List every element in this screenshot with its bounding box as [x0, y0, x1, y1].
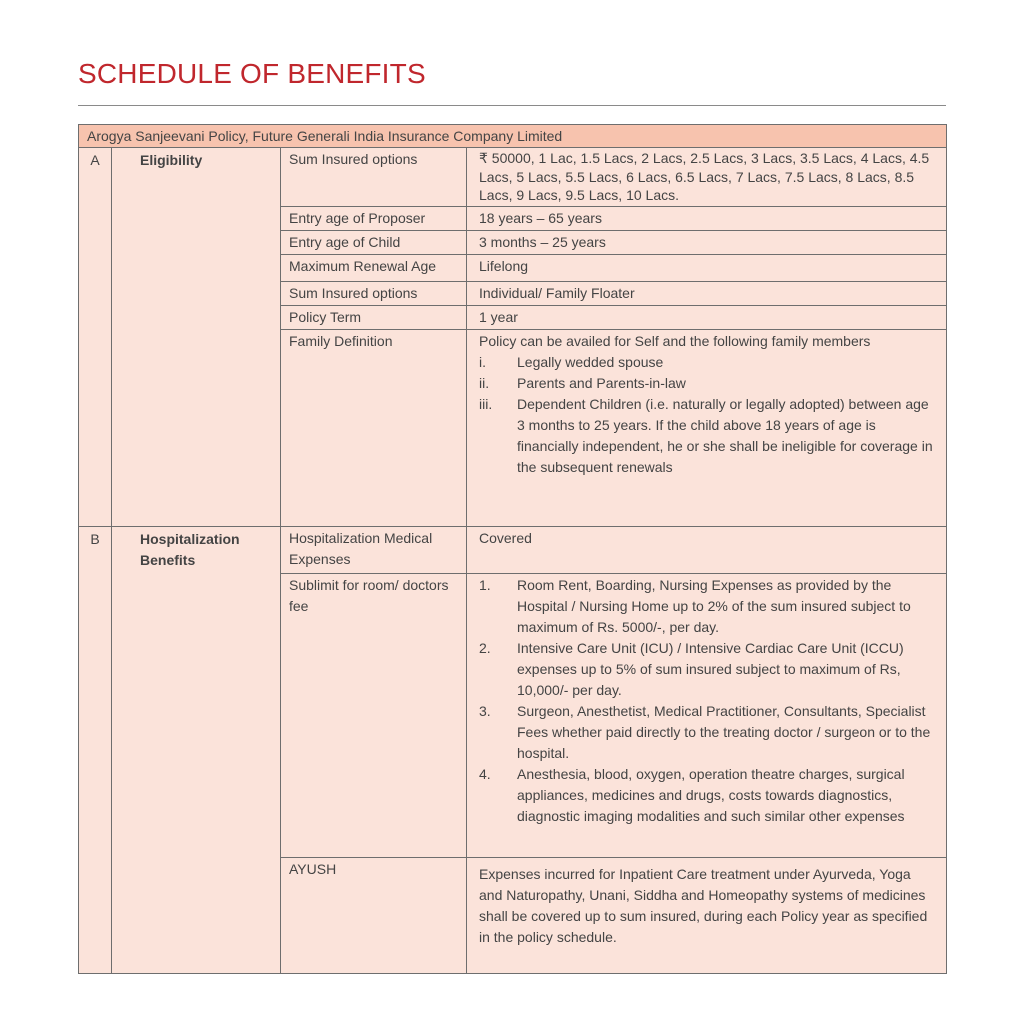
- row-label: Hospitalization Medical Expenses: [281, 526, 467, 573]
- family-intro: Policy can be availed for Self and the following family members: [479, 332, 871, 349]
- list-item: [479, 373, 934, 394]
- row-value: Covered: [467, 526, 947, 573]
- row-label: Sum Insured options: [281, 148, 467, 207]
- row-value: 3 months – 25 years: [467, 230, 947, 254]
- table-row: [79, 148, 947, 207]
- list-marker: 2.: [479, 639, 491, 656]
- row-label: Sum Insured options: [281, 281, 467, 305]
- list-item: [479, 575, 934, 638]
- list-text: Room Rent, Boarding, Nursing Expenses as provided by the Hospital / Nursing Home up to 2% of the sum insured subject to maximum of Rs. 5000/-, per day.: [517, 576, 911, 635]
- row-label: Entry age of Child: [281, 230, 467, 254]
- list-text: Anesthesia, blood, oxygen, operation theatre charges, surgical appliances, medicines and drugs, costs towards diagnostics, diagnostic imaging modalities and such similar other expenses: [517, 765, 905, 824]
- list-marker: 3.: [479, 702, 491, 719]
- sublimit-list-cell: [467, 573, 947, 857]
- row-value: Individual/ Family Floater: [467, 281, 947, 305]
- row-label: Policy Term: [281, 305, 467, 329]
- sublimit-list: [479, 575, 934, 827]
- benefits-table: [78, 124, 947, 974]
- row-value: 1 year: [467, 305, 947, 329]
- list-marker: i.: [479, 353, 486, 370]
- table-header-row: [79, 125, 947, 148]
- table-header: Arogya Sanjeevani Policy, Future Generali India Insurance Company Limited: [79, 125, 947, 148]
- list-text: Legally wedded spouse: [517, 353, 664, 370]
- list-marker: 1.: [479, 576, 491, 593]
- section-letter: B: [79, 526, 112, 973]
- list-marker: iii.: [479, 395, 493, 412]
- list-text: Dependent Children (i.e. naturally or legally adopted) between age 3 months to 25 years. If the child above 18 years of age is financially independent, he or she shall be ineligible for coverage in the subsequent renewals: [517, 395, 933, 475]
- row-value: Expenses incurred for Inpatient Care treatment under Ayurveda, Yoga and Naturopathy, Unani, Siddha and Homeopathy systems of medicines shall be covered up to sum insured, during each Policy year as specified in the policy schedule.: [467, 857, 947, 973]
- list-marker: 4.: [479, 765, 491, 782]
- row-label: Entry age of Proposer: [281, 206, 467, 230]
- row-label: AYUSH: [281, 857, 467, 973]
- row-value: Lifelong: [467, 254, 947, 281]
- list-item: [479, 352, 934, 373]
- page-title: SCHEDULE OF BENEFITS: [78, 58, 426, 89]
- list-text: Surgeon, Anesthetist, Medical Practitioner, Consultants, Specialist Fees whether paid directly to the treating doctor / surgeon or to the hospital.: [517, 702, 931, 761]
- list-item: [479, 701, 934, 764]
- row-label: Sublimit for room/ doctors fee: [281, 573, 467, 857]
- row-label: Maximum Renewal Age: [281, 254, 467, 281]
- section-name: Hospitalization Benefits: [112, 526, 281, 973]
- list-item: [479, 638, 934, 701]
- list-text: Parents and Parents-in-law: [517, 374, 686, 391]
- section-name: Eligibility: [112, 148, 281, 527]
- list-item: [479, 764, 934, 827]
- section-letter: A: [79, 148, 112, 527]
- family-members-list: [479, 352, 934, 478]
- family-definition: [467, 329, 947, 526]
- list-item: [479, 394, 934, 478]
- row-label: Family Definition: [281, 329, 467, 526]
- row-value: ₹ 50000, 1 Lac, 1.5 Lacs, 2 Lacs, 2.5 Lacs, 3 Lacs, 3.5 Lacs, 4 Lacs, 4.5 Lacs, 5 Lacs, 5.5 Lacs, 6 Lacs, 6.5 Lacs, 7 Lacs, 7.5 Lacs, 8 Lacs, 8.5 Lacs, 9 Lacs, 9.5 Lacs, 10 Lacs.: [467, 148, 947, 207]
- list-text: Intensive Care Unit (ICU) / Intensive Cardiac Care Unit (ICCU) expenses up to 5% of sum insured subject to maximum of Rs, 10,000/- per day.: [517, 639, 904, 698]
- table-row: [79, 526, 947, 573]
- list-marker: ii.: [479, 374, 490, 391]
- title-divider: [78, 105, 946, 106]
- row-value: 18 years – 65 years: [467, 206, 947, 230]
